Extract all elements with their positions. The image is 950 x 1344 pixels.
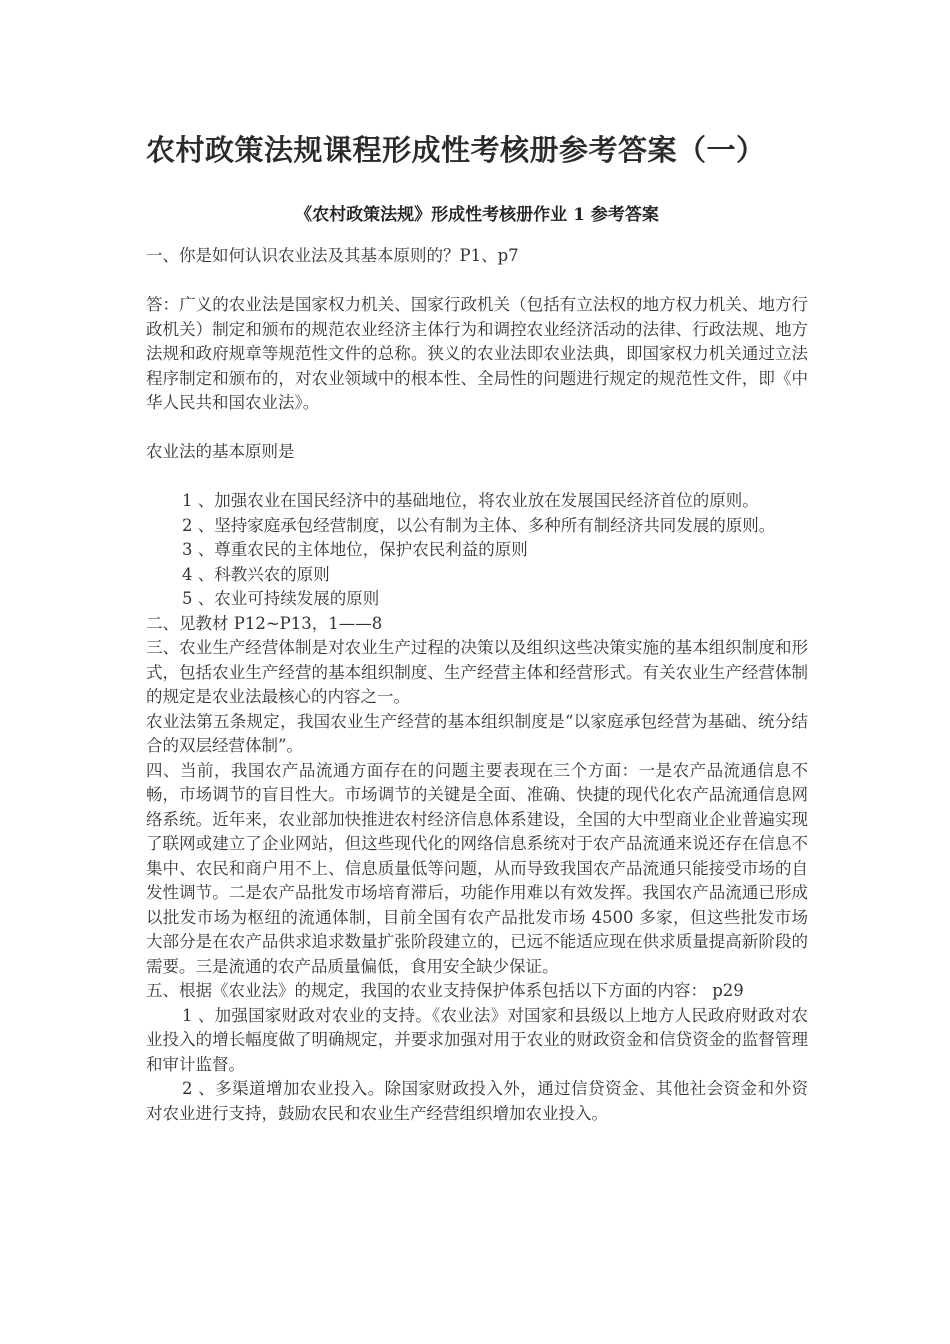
paragraph: 4 、科教兴农的原则 xyxy=(182,564,330,584)
document-body xyxy=(146,244,808,1126)
paragraph: 答：广义的农业法是国家权力机关、国家行政机关（包括有立法权的地方权力机关、地方行政机关）制定和颁布的规范农业经济主体行为和调控农业经济活动的法律、行政法规、地方法规和政府规章等规范性文件的总称。狭义的农业法即农业法典，即国家权力机关通过立法程序制定和颁布的，对农业领域中的根本性、全局性的问题进行规定的规范性文件，即《中华人民共和国农业法》。 xyxy=(146,295,808,412)
paragraph: 2 、坚持家庭承包经营制度，以公有制为主体、多种所有制经济共同发展的原则。 xyxy=(182,515,776,535)
paragraph: 四、当前，我国农产品流通方面存在的问题主要表现在三个方面：一是农产品流通信息不畅，市场调节的盲目性大。市场调节的关键是全面、准确、快捷的现代化农产品流通信息网络系统。近年来，农业部加快推进农村经济信息体系建设，全国的大中型商业企业普遍实现了联网或建立了企业网站，但这些现代化的网络信息系统对于农产品流通来说还存在信息不集中、农民和商户用不上、信息质量低等问题，从而导致我国农产品流通只能接受市场的自发性调节。二是农产品批发市场培育滞后，功能作用难以有效发挥。我国农产品流通已形成以批发市场为枢纽的流通体制，目前全国有农产品批发市场 4500 多家，但这些批发市场大部分是在农产品供求追求数量扩张阶段建立的，已远不能适应现在供求质量提高新阶段的需要。三是流通的农产品质量偏低，食用安全缺少保证。 xyxy=(146,760,808,976)
paragraph: 一、你是如何认识农业法及其基本原则的？P1、p7 xyxy=(146,246,519,265)
paragraph: 二、见教材 P12~P13，1——8 xyxy=(146,613,383,633)
paragraph: 农业法的基本原则是 xyxy=(146,442,295,461)
paragraph: 5 、农业可持续发展的原则 xyxy=(182,589,380,608)
paragraph: 1 、加强国家财政对农业的支持。《农业法》对国家和县级以上地方人民政府财政对农业投入的增长幅度做了明确规定，并要求加强对用于农业的财政资金和信贷资金的监督管理和审计监督。 xyxy=(146,1005,808,1074)
paragraph: 2 、多渠道增加农业投入。除国家财政投入外，通过信贷资金、其他社会资金和外资对农业进行支持，鼓励农民和农业生产经营组织增加农业投入。 xyxy=(146,1079,808,1123)
paragraph-spacer xyxy=(146,416,808,441)
paragraph: 五、根据《农业法》的规定，我国的农业支持保护体系包括以下方面的内容： p29 xyxy=(146,981,744,1000)
paragraph: 三、农业生产经营体制是对农业生产过程的决策以及组织这些决策实施的基本组织制度和形式，包括农业生产经营的基本组织制度、生产经营主体和经营形式。有关农业生产经营体制的规定是农业法最核心的内容之一。 xyxy=(146,638,808,706)
document-subtitle: 《农村政策法规》形成性考核册作业 1 参考答案 xyxy=(295,205,659,225)
paragraph-spacer xyxy=(146,269,808,294)
document-title: 农村政策法规课程形成性考核册参考答案（一） xyxy=(146,133,766,167)
paragraph: 3 、尊重农民的主体地位，保护农民利益的原则 xyxy=(182,540,528,559)
paragraph: 农业法第五条规定，我国农业生产经营的基本组织制度是“以家庭承包经营为基础、统分结合的双层经营体制”。 xyxy=(146,711,808,755)
paragraph: 1 、加强农业在国民经济中的基础地位，将农业放在发展国民经济首位的原则。 xyxy=(182,491,759,510)
paragraph-spacer xyxy=(146,465,808,490)
